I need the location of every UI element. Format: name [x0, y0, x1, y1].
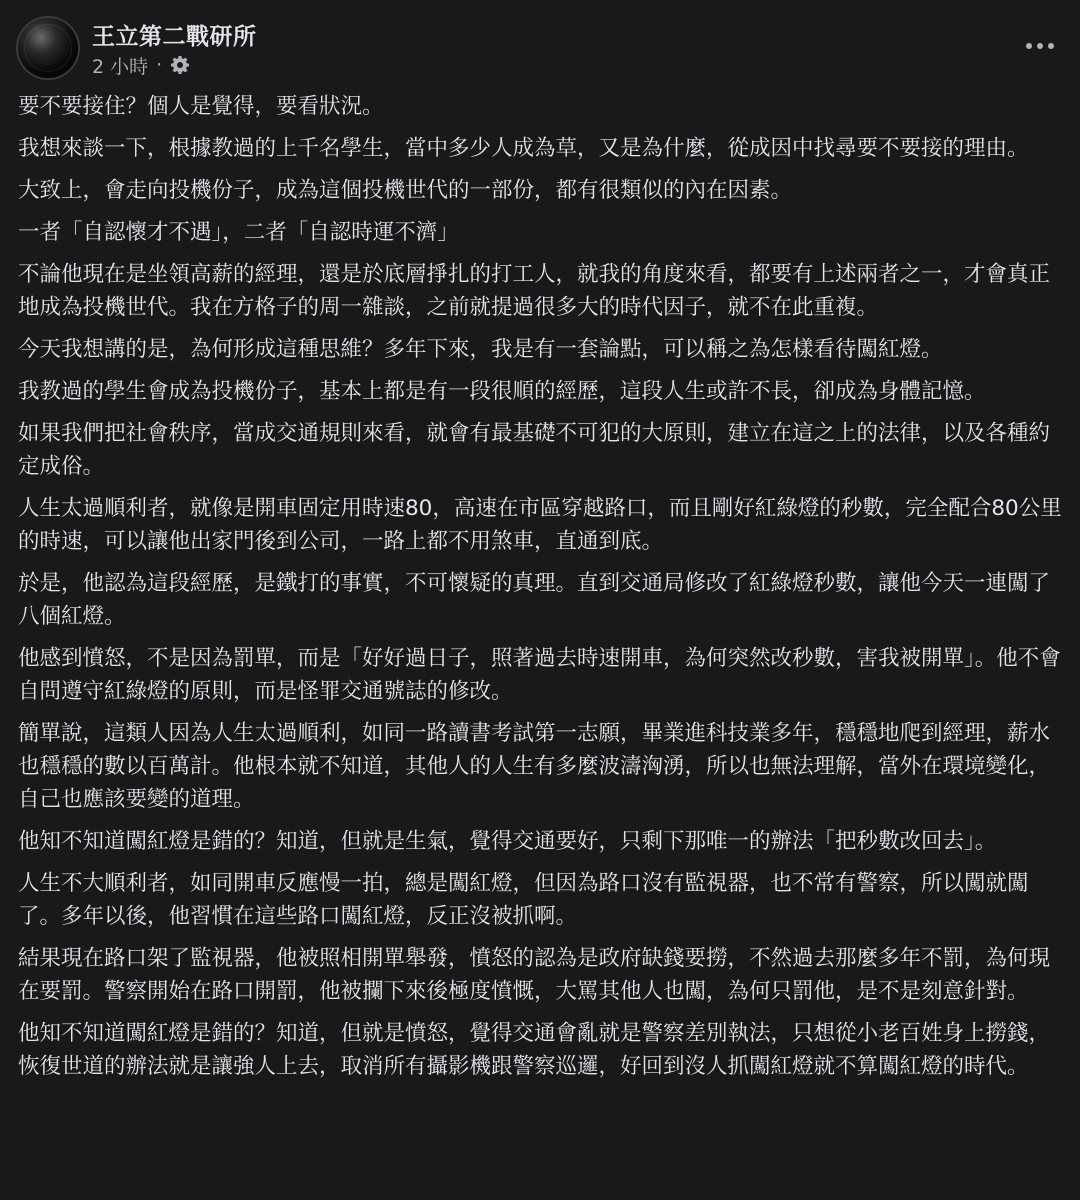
post-paragraph: 他感到憤怒，不是因為罰單，而是「好好過日子，照著過去時速開車，為何突然改秒數，害我被開單」。他不會自問遵守紅綠燈的原則，而是怪罪交通號誌的修改。	[18, 646, 1061, 704]
post-body	[18, 90, 1064, 1092]
meta-separator: ·	[156, 54, 163, 76]
post-paragraph: 結果現在路口架了監視器，他被照相開單舉發，憤怒的認為是政府缺錢要撈，不然過去那麼多年不罰，為何現在要罰。警察開始在路口開罰，他被攔下來後極度憤慨，大罵其他人也闖，為何只罰他，是不是刻意針對。	[18, 946, 1051, 1004]
post-paragraph: 人生不大順利者，如同開車反應慢一拍，總是闖紅燈，但因為路口沒有監視器，也不常有警察，所以闖就闖了。多年以後，他習慣在這些路口闖紅燈，反正沒被抓啊。	[18, 871, 1029, 929]
post-paragraph: 簡單說，這類人因為人生太過順利，如同一路讀書考試第一志願，畢業進科技業多年，穩穩地爬到經理，薪水也穩穩的數以百萬計。他根本就不知道，其他人的人生有多麼波濤洶湧，所以也無法理解，當外在環境變化，自己也應該要變的道理。	[18, 721, 1051, 812]
post-paragraph: 不論他現在是坐領高薪的經理，還是於底層掙扎的打工人，就我的角度來看，都要有上述兩者之一，才會真正地成為投機世代。我在方格子的周一雜談，之前就提過很多大的時代因子，就不在此重複。	[18, 262, 1051, 320]
post-paragraph: 如果我們把社會秩序，當成交通規則來看，就會有最基礎不可犯的大原則，建立在這之上的法律，以及各種約定成俗。	[18, 421, 1051, 479]
post-paragraph: 今天我想講的是，為何形成這種思維？多年下來，我是有一套論點，可以稱之為怎樣看待闖紅燈。	[18, 337, 943, 362]
more-dots-icon	[1026, 43, 1054, 49]
post-paragraph: 一者「自認懷才不遇」，二者「自認時運不濟」	[18, 220, 459, 245]
post-meta	[92, 52, 190, 78]
post-paragraph: 我教過的學生會成為投機份子，基本上都是有一段很順的經歷，這段人生或許不長，卻成為身體記憶。	[18, 379, 986, 404]
post-paragraph: 我想來談一下，根據教過的上千名學生，當中多少人成為草，又是為什麼，從成因中找尋要不要接的理由。	[18, 136, 1029, 161]
post-paragraph: 於是，他認為這段經歷，是鐵打的事實，不可懷疑的真理。直到交通局修改了紅綠燈秒數，讓他今天一連闖了八個紅燈。	[18, 571, 1051, 629]
avatar-ring	[24, 24, 72, 72]
post-paragraph: 他知不知道闖紅燈是錯的？知道，但就是憤怒，覺得交通會亂就是警察差別執法，只想從小老百姓身上撈錢，恢復世道的辦法就是讓強人上去，取消所有攝影機跟警察巡邏，好回到沒人抓闖紅燈就不算闖紅燈的時代。	[18, 1021, 1051, 1079]
post-header	[0, 0, 1080, 90]
gear-icon[interactable]	[170, 55, 190, 75]
post-paragraph: 要不要接住？個人是覺得，要看狀況。	[18, 94, 384, 119]
post-paragraph: 大致上，會走向投機份子，成為這個投機世代的一部份，都有很類似的內在因素。	[18, 178, 793, 203]
more-options-button[interactable]	[1020, 28, 1060, 64]
page-name-link[interactable]: 王立第二戰研所	[92, 24, 257, 50]
page-avatar[interactable]	[18, 18, 78, 78]
post-timestamp[interactable]: 2 小時	[92, 55, 149, 78]
post-paragraph: 人生太過順利者，就像是開車固定用時速80，高速在市區穿越路口，而且剛好紅綠燈的秒數，完全配合80公里的時速，可以讓他出家門後到公司，一路上都不用煞車，直通到底。	[18, 496, 1062, 554]
post-paragraph: 他知不知道闖紅燈是錯的？知道，但就是生氣，覺得交通要好，只剩下那唯一的辦法「把秒數改回去」。	[18, 829, 997, 854]
